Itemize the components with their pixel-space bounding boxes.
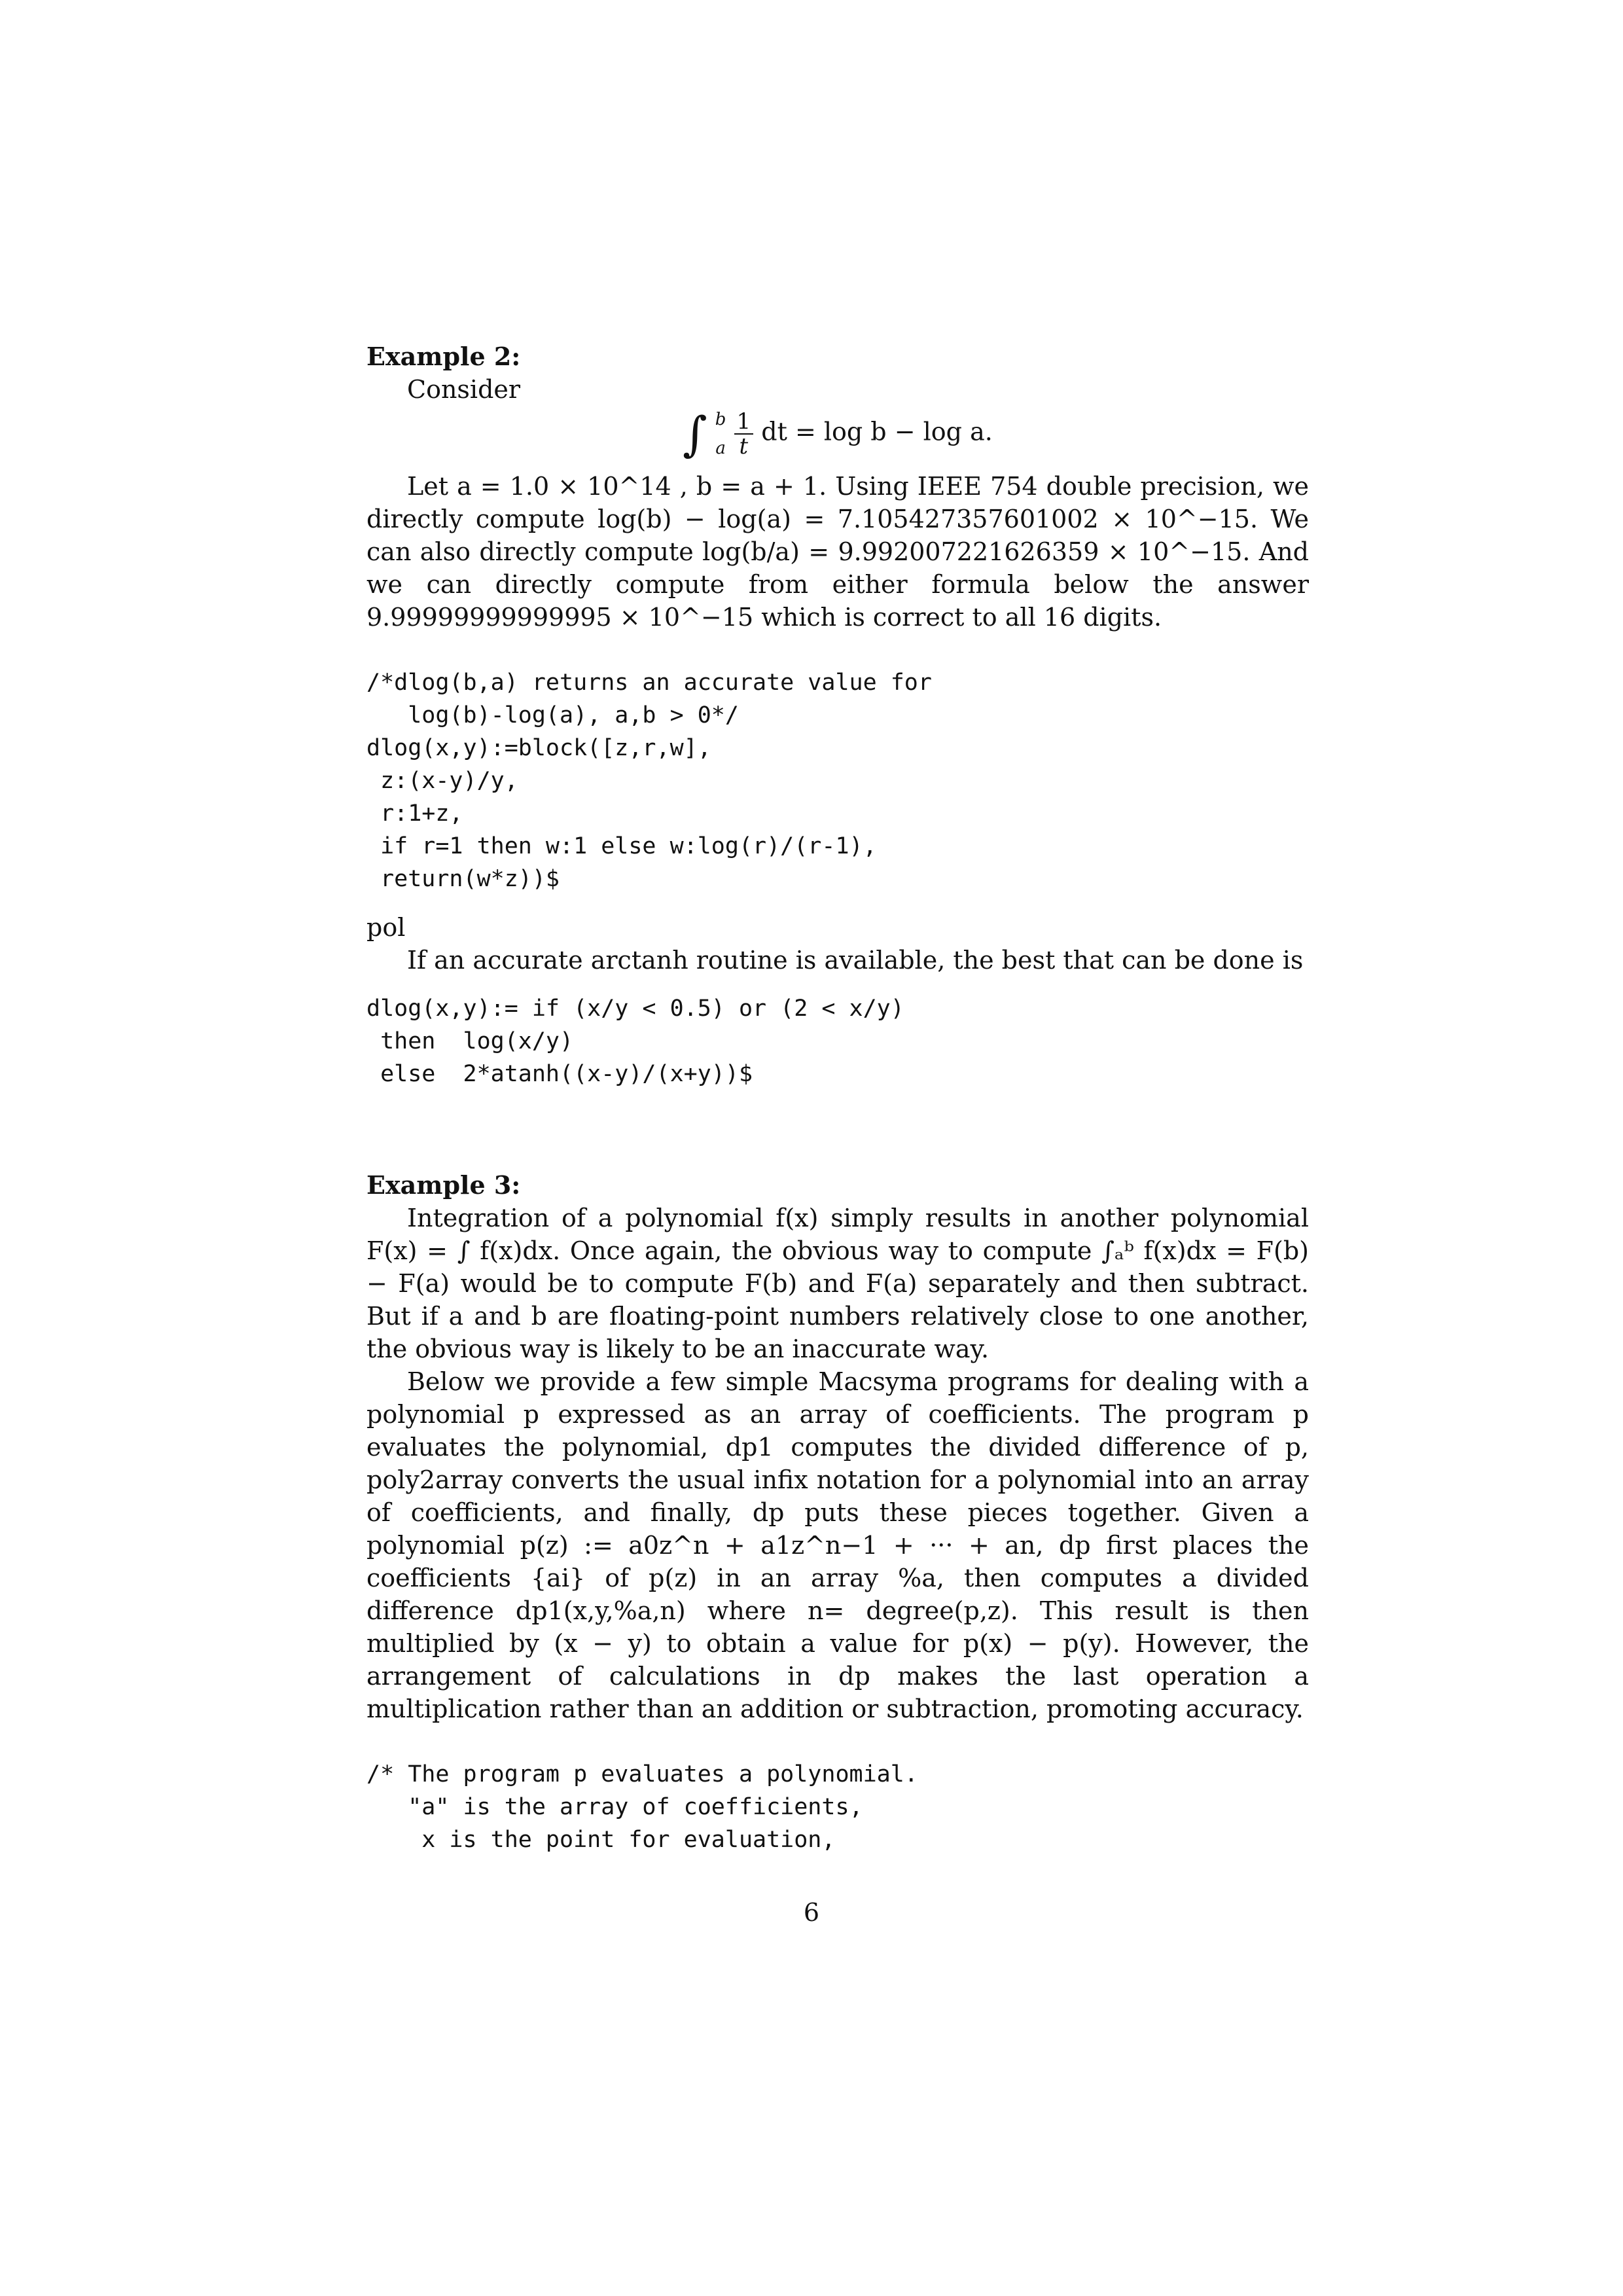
example-2-paragraph: Let a = 1.0 × 10^14 , b = a + 1. Using IEEE 754 double precision, we directly compute log(b) − log(a) = 7.105427357601002 × 10^−15. We can also directly compute log(b/a) = 9.992007221626359 × 10^−15. And we can directly compute from either formula below the answer 9.99999999999995 × 10^−15 which is correct to all 16 digits.	[366, 472, 1309, 632]
lower-limit: a	[715, 439, 726, 458]
example-3-paragraph-1: Integration of a polynomial f(x) simply results in another polynomial F(x) = ∫ f(x)dx. Once again, the obvious way to compute ∫ₐᵇ f(x)dx = F(b) − F(a) would be to compute F(b) and F(a) separately and then subtract. But if a and b are floating-point numbers relatively close to one another, the obvious way is likely to be an inaccurate way.	[366, 1204, 1309, 1363]
integral-limits	[715, 410, 726, 458]
page-number: 6	[803, 1898, 820, 1927]
fraction	[734, 410, 754, 458]
fraction-numerator: 1	[734, 410, 754, 435]
upper-limit: b	[715, 410, 726, 429]
integral-display	[366, 406, 1309, 461]
page-body	[366, 340, 1309, 1856]
pol-text: pol	[366, 913, 406, 942]
polynomial-code-block: /* The program p evaluates a polynomial. "a" is the array of coefficients, x is the point for evaluation,	[366, 1761, 918, 1853]
example-2-heading: Example 2:	[366, 342, 521, 371]
fraction-denominator: t	[739, 433, 749, 459]
dlog-code-block: /*dlog(b,a) returns an accurate value for log(b)-log(a), a,b > 0*/ dlog(x,y):=block([z,r,w], z:(x-y)/y, r:1+z, if r=1 then w:1 else w:log(r)/(r-1), return(w*z))$	[366, 670, 932, 892]
dlog-atanh-code-block: dlog(x,y):= if (x/y < 0.5) or (2 < x/y) then log(x/y) else 2*atanh((x-y)/(x+y))$	[366, 996, 904, 1087]
integral-rhs: dt = log b − log a.	[761, 417, 993, 446]
arctanh-paragraph: If an accurate arctanh routine is available, the best that can be done is	[407, 946, 1304, 975]
integral-sign: ∫	[683, 406, 707, 461]
example-3-paragraph-2: Below we provide a few simple Macsyma programs for dealing with a polynomial p expressed as an array of coefficients. The program p evaluates the polynomial, dp1 computes the divided difference of p, poly2array converts the usual infix notation for a polynomial into an array of coefficients, and finally, dp puts these pieces together. Given a polynomial p(z) := a0z^n + a1z^n−1 + ··· + an, dp first places the coefficients {ai} of p(z) in an array %a, then computes a divided difference dp1(x,y,%a,n) where n= degree(p,z). This result is then multiplied by (x − y) to obtain a value for p(x) − p(y). However, the arrangement of calculations in dp makes the last operation a multiplication rather than an addition or subtraction, promoting accuracy.	[366, 1367, 1309, 1723]
consider-text: Consider	[407, 375, 521, 404]
example-3-heading: Example 3:	[366, 1170, 521, 1200]
